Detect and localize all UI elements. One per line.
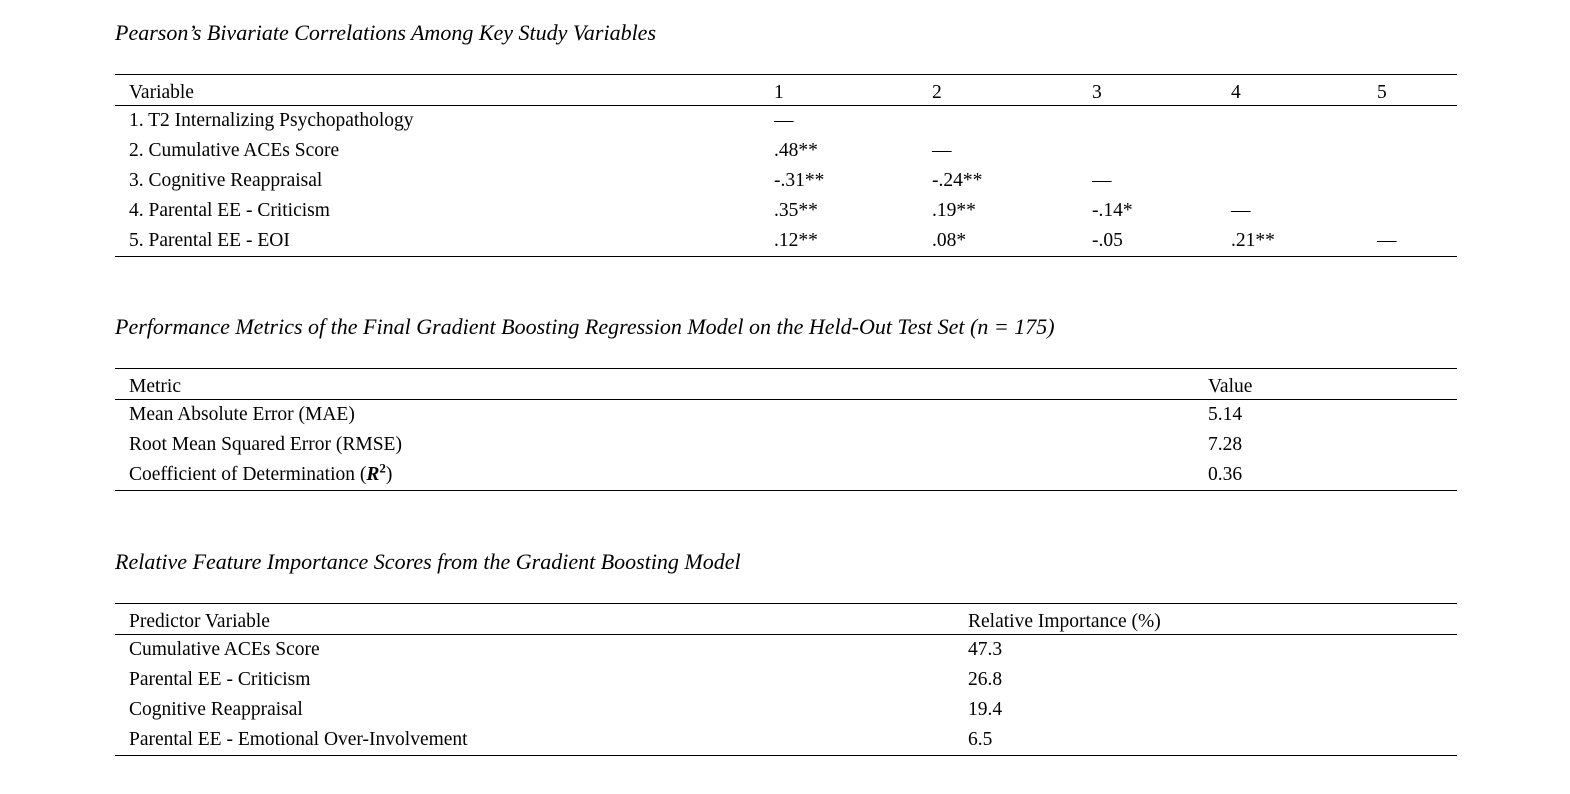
feature-importance-table bbox=[115, 603, 1457, 756]
table-row bbox=[115, 400, 1457, 430]
cell-value: 26.8 bbox=[968, 669, 1003, 690]
table-header-row bbox=[115, 369, 1457, 400]
performance-metrics-table bbox=[115, 368, 1457, 491]
cell-value: — bbox=[932, 140, 952, 161]
row-label: 3. Cognitive Reappraisal bbox=[129, 170, 323, 191]
table-header-row bbox=[115, 75, 1457, 106]
cell-value: .21** bbox=[1231, 230, 1275, 251]
table-row bbox=[115, 196, 1457, 226]
table-row bbox=[115, 430, 1457, 460]
table-header-row bbox=[115, 604, 1457, 635]
column-header-value: Value bbox=[1208, 376, 1253, 397]
correlation-table bbox=[115, 74, 1457, 257]
table2-caption-prefix: Performance Metrics of the Final Gradient Boosting Regression Model on the Held-Out Test Set ( bbox=[115, 314, 978, 339]
r2-superscript: 2 bbox=[379, 460, 386, 476]
cell-value: .08* bbox=[932, 230, 967, 251]
table2-caption-suffix: = 175) bbox=[988, 314, 1055, 339]
cell-value: 7.28 bbox=[1208, 434, 1243, 455]
table-row bbox=[115, 665, 1457, 695]
cell-value: .35** bbox=[774, 200, 818, 221]
cell-value: -.14* bbox=[1092, 200, 1133, 221]
table-row bbox=[115, 166, 1457, 196]
table3-caption: Relative Feature Importance Scores from the Gradient Boosting Model bbox=[115, 549, 741, 574]
cell-value: 47.3 bbox=[968, 639, 1003, 660]
row-label: Cumulative ACEs Score bbox=[129, 639, 320, 660]
column-header-1: 1 bbox=[774, 82, 784, 103]
column-header-predictor: Predictor Variable bbox=[129, 611, 270, 632]
row-label: Cognitive Reappraisal bbox=[129, 699, 303, 720]
table-row bbox=[115, 725, 1457, 755]
row-label: Parental EE - Criticism bbox=[129, 669, 311, 690]
cell-value: -.24** bbox=[932, 170, 983, 191]
cell-value: — bbox=[1377, 230, 1397, 251]
cell-value: -.31** bbox=[774, 170, 825, 191]
cell-value: — bbox=[774, 110, 794, 131]
cell-value: .19** bbox=[932, 200, 976, 221]
r2-symbol: R bbox=[366, 464, 380, 485]
r2-close-paren: ) bbox=[385, 464, 393, 485]
cell-value: .12** bbox=[774, 230, 818, 251]
cell-value: 6.5 bbox=[968, 729, 993, 750]
cell-value: 5.14 bbox=[1208, 404, 1243, 425]
cell-value: -.05 bbox=[1092, 230, 1123, 251]
table-row bbox=[115, 460, 1457, 490]
cell-value: — bbox=[1231, 200, 1251, 221]
r2-label-text: Coefficient of Determination ( bbox=[129, 464, 367, 485]
table2-caption-n: n bbox=[977, 314, 989, 339]
row-label bbox=[129, 460, 392, 490]
table1-caption: Pearson’s Bivariate Correlations Among Key Study Variables bbox=[115, 20, 657, 45]
column-header-2: 2 bbox=[932, 82, 942, 103]
table2-caption bbox=[115, 314, 1055, 340]
row-label: Mean Absolute Error (MAE) bbox=[129, 404, 355, 425]
cell-value: — bbox=[1092, 170, 1112, 191]
column-header-3: 3 bbox=[1092, 82, 1102, 103]
column-header-variable: Variable bbox=[129, 82, 194, 103]
column-header-5: 5 bbox=[1377, 82, 1387, 103]
row-label: 4. Parental EE - Criticism bbox=[129, 200, 330, 221]
column-header-importance: Relative Importance (%) bbox=[968, 611, 1161, 632]
table-row bbox=[115, 635, 1457, 665]
column-header-4: 4 bbox=[1231, 82, 1241, 103]
table-row bbox=[115, 136, 1457, 166]
table-row bbox=[115, 695, 1457, 725]
row-label: 5. Parental EE - EOI bbox=[129, 230, 290, 251]
cell-value: 19.4 bbox=[968, 699, 1003, 720]
row-label: Parental EE - Emotional Over-Involvement bbox=[129, 729, 468, 750]
table-row bbox=[115, 106, 1457, 136]
row-label: 1. T2 Internalizing Psychopathology bbox=[129, 110, 414, 131]
row-label: Root Mean Squared Error (RMSE) bbox=[129, 434, 402, 455]
cell-value: .48** bbox=[774, 140, 818, 161]
column-header-metric: Metric bbox=[129, 376, 181, 397]
cell-value: 0.36 bbox=[1208, 464, 1243, 485]
row-label: 2. Cumulative ACEs Score bbox=[129, 140, 340, 161]
table-row bbox=[115, 226, 1457, 256]
